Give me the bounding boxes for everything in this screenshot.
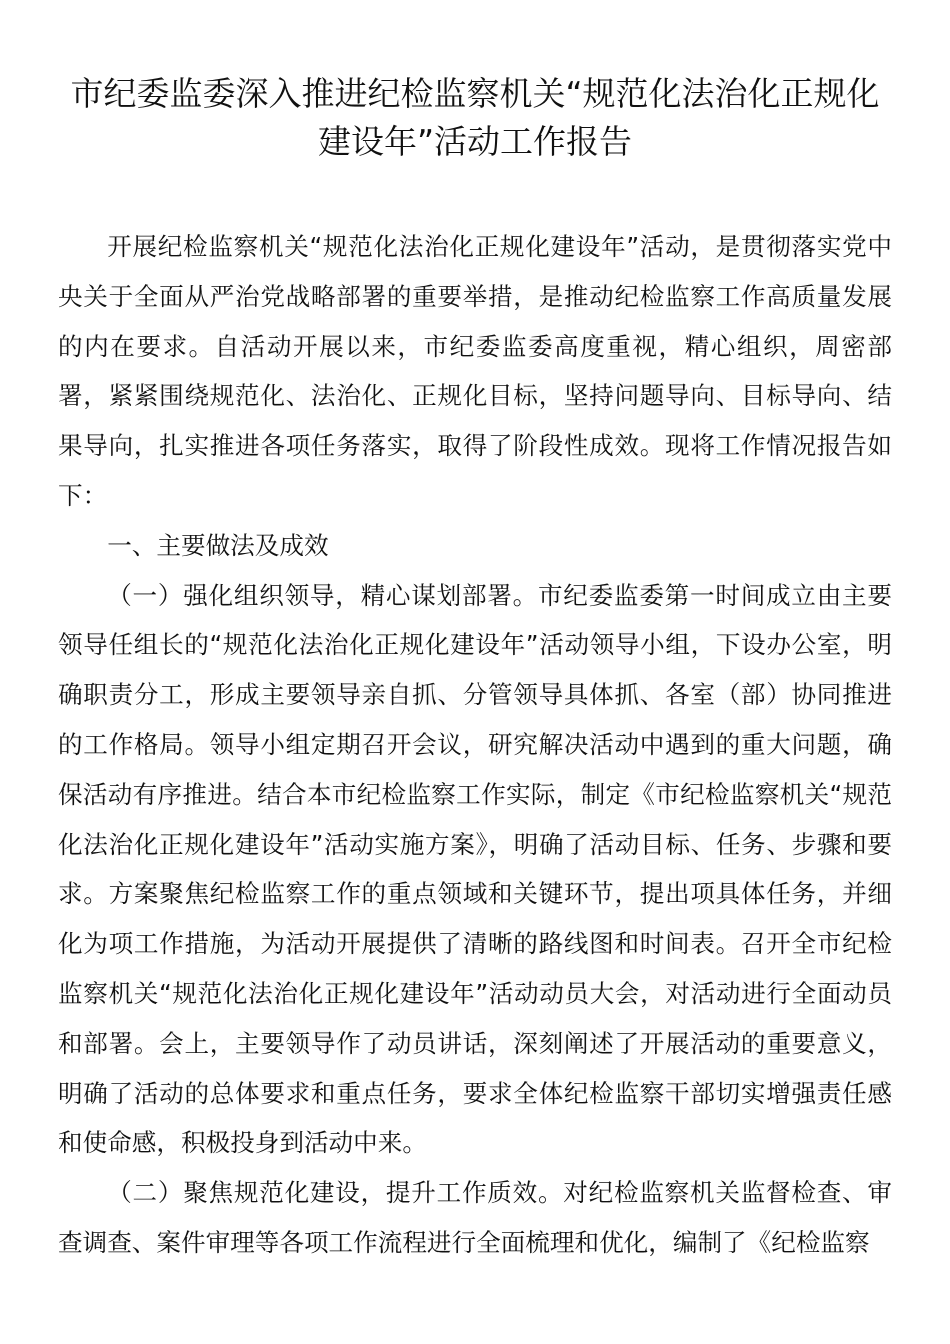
intro-paragraph: 开展纪检监察机关“规范化法治化正规化建设年”活动，是贯彻落实党中央关于全面从严治党战略部署的重要举措，是推动纪检监察工作高质量发展的内在要求。自活动开展以来，市纪委监委高度重视，精心组织，周密部署，紧紧围绕规范化、法治化、正规化目标，坚持问题导向、目标导向、结果导向，扎实推进各项任务落实，取得了阶段性成效。现将工作情况报告如下：: [58, 232, 892, 510]
body-paragraph: （二）聚焦规范化建设，提升工作质效。对纪检监察机关监督检查、审查调查、案件审理等各项工作流程进行全面梳理和优化，编制了《纪检监察: [58, 1178, 892, 1257]
body-paragraph: （一）强化组织领导，精心谋划部署。市纪委监委第一时间成立由主要领导任组长的“规范化法治化正规化建设年”活动领导小组，下设办公室，明确职责分工，形成主要领导亲自抓、分管领导具体抓、各室（部）协同推进的工作格局。领导小组定期召开会议，研究解决活动中遇到的重大问题，确保活动有序推进。结合本市纪检监察工作实际，制定《市纪检监察机关“规范化法治化正规化建设年”活动实施方案》，明确了活动目标、任务、步骤和要求。方案聚焦纪检监察工作的重点领域和关键环节，提出项具体任务，并细化为项工作措施，为活动开展提供了清晰的路线图和时间表。召开全市纪检监察机关“规范化法治化正规化建设年”活动动员大会，对活动进行全面动员和部署。会上，主要领导作了动员讲话，深刻阐述了开展活动的重要意义，明确了活动的总体要求和重点任务，要求全体纪检监察干部切实增强责任感和使命感，积极投身到活动中来。: [58, 580, 892, 1158]
section-heading: 一、主要做法及成效: [107, 530, 329, 560]
document-body: [58, 222, 892, 1268]
document-title: 市纪委监委深入推进纪检监察机关“规范化法治化正规化建设年”活动工作报告: [70, 74, 880, 161]
